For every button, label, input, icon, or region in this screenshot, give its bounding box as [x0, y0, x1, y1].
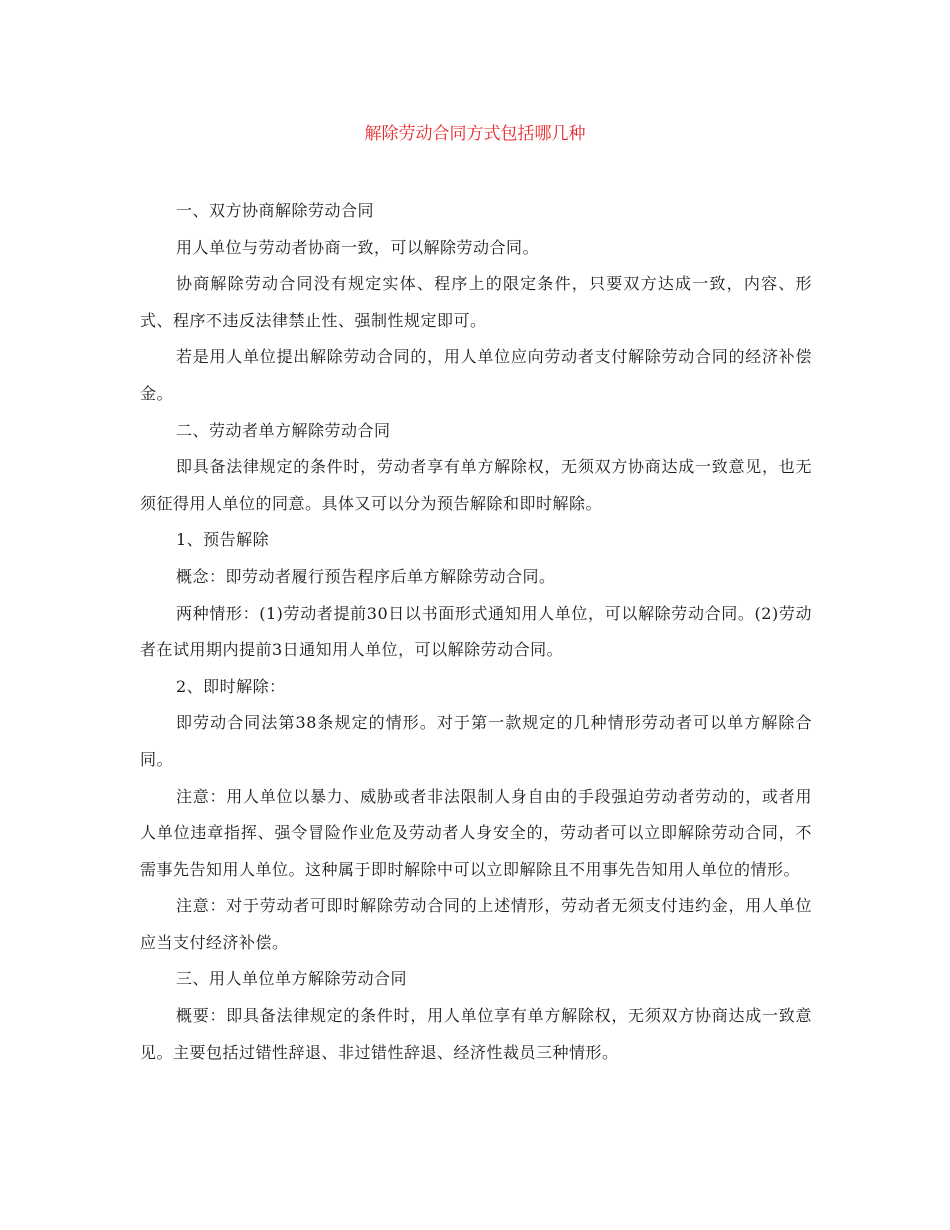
paragraph: 若是用人单位提出解除劳动合同的，用人单位应向劳动者支付解除劳动合同的经济补偿金。: [140, 347, 812, 403]
paragraph: 协商解除劳动合同没有规定实体、程序上的限定条件，只要双方达成一致，内容、形式、程序不违反法律禁止性、强制性规定即可。: [140, 274, 812, 330]
subheading-immediate-termination: 2、即时解除：: [176, 676, 286, 696]
document-body: [140, 193, 812, 1071]
paragraph: 用人单位与劳动者协商一致，可以解除劳动合同。: [176, 237, 540, 257]
note-paragraph: 注意：用人单位以暴力、威胁或者非法限制人身自由的手段强迫劳动者劳动的，或者用人单位违章指挥、强令冒险作业危及劳动者人身安全的，劳动者可以立即解除劳动合同，不需事先告知用人单位。这种属于即时解除中可以立即解除且不用事先告知用人单位的情形。: [140, 786, 812, 879]
paragraph: 即劳动合同法第38条规定的情形。对于第一款规定的几种情形劳动者可以单方解除合同。: [140, 713, 812, 769]
paragraph: 概要：即具备法律规定的条件时，用人单位享有单方解除权，无须双方协商达成一致意见。主要包括过错性辞退、非过错性辞退、经济性裁员三种情形。: [140, 1006, 812, 1062]
section-heading-employee-termination: 二、劳动者单方解除劳动合同: [176, 420, 391, 440]
paragraph: 两种情形：(1)劳动者提前30日以书面形式通知用人单位，可以解除劳动合同。(2)劳动者在试用期内提前3日通知用人单位，可以解除劳动合同。: [140, 603, 812, 660]
section-heading-employer-termination: 三、用人单位单方解除劳动合同: [176, 969, 408, 989]
paragraph: 概念：即劳动者履行预告程序后单方解除劳动合同。: [176, 566, 556, 586]
paragraph: 即具备法律规定的条件时，劳动者享有单方解除权，无须双方协商达成一致意见，也无须征得用人单位的同意。具体又可以分为预告解除和即时解除。: [140, 457, 812, 513]
section-heading-mutual-termination: 一、双方协商解除劳动合同: [176, 201, 375, 220]
document-title: 解除劳动合同方式包括哪几种: [364, 124, 586, 144]
note-paragraph: 注意：对于劳动者可即时解除劳动合同的上述情形，劳动者无须支付违约金，用人单位应当支付经济补偿。: [140, 896, 812, 952]
subheading-notice-termination: 1、预告解除: [176, 530, 270, 550]
